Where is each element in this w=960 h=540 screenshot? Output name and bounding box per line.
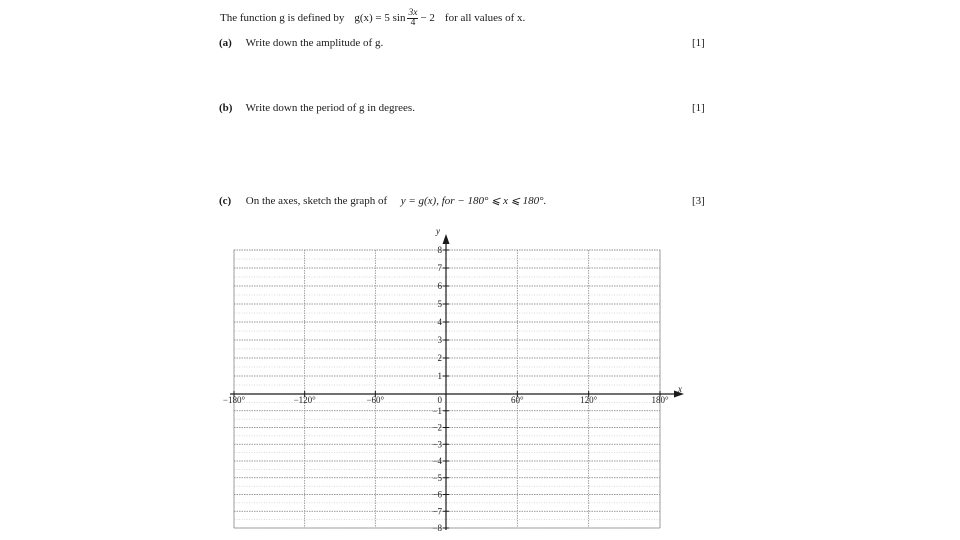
y-tick-label: −6 <box>432 489 442 500</box>
question-b-text: Write down the period of g in degrees. <box>245 102 415 114</box>
x-axis-label: x <box>678 384 682 394</box>
question-b-marks: [1] <box>692 102 705 114</box>
y-tick-label: 4 <box>437 317 442 327</box>
x-tick-label: −180° <box>222 395 246 405</box>
y-tick-label: 2 <box>437 353 442 363</box>
y-axis-arrow-icon <box>443 234 450 244</box>
question-a-marks: [1] <box>692 37 705 49</box>
y-tick-label: −7 <box>432 506 442 517</box>
question-c-label: (c) <box>219 195 232 207</box>
origin-label: 0 <box>437 395 442 405</box>
intro-trail: for all values of x. <box>444 12 526 24</box>
y-tick-label: −3 <box>432 439 442 450</box>
y-axis-label: y <box>436 226 440 236</box>
y-tick-label: −2 <box>432 422 442 433</box>
y-tick-label: 1 <box>437 371 442 381</box>
fraction-denominator: 4 <box>410 18 416 28</box>
x-tick-label: 60° <box>511 395 524 405</box>
y-tick-label: 3 <box>437 335 442 345</box>
intro-lead: The function g is defined by <box>220 12 345 24</box>
y-tick-label: −8 <box>432 523 442 533</box>
x-tick-label: −120° <box>293 395 316 405</box>
x-tick-label: 120° <box>580 395 598 405</box>
y-tick-label: −4 <box>432 456 442 466</box>
question-a-text: Write down the amplitude of g. <box>245 37 384 49</box>
fraction-numerator: 3x <box>408 8 418 18</box>
function-lhs: g(x) = 5 sin <box>354 12 406 24</box>
y-tick-label: 8 <box>437 245 442 255</box>
x-tick-label: 180° <box>651 395 669 405</box>
y-tick-label: −1 <box>432 405 442 416</box>
function-tail: − 2 <box>420 12 435 24</box>
y-tick-label: 5 <box>437 299 442 309</box>
y-tick-label: 7 <box>437 263 442 273</box>
y-tick-label: −5 <box>432 472 442 483</box>
x-tick-label: −60° <box>366 395 385 405</box>
question-c-text: On the axes, sketch the graph of <box>245 195 388 207</box>
y-tick-label: 6 <box>437 281 442 291</box>
question-a-label: (a) <box>219 37 232 49</box>
question-c-marks: [3] <box>692 195 705 207</box>
question-b-label: (b) <box>219 102 233 114</box>
question-c-math: y = g(x), for − 180° ⩽ x ⩽ 180°. <box>400 195 547 207</box>
